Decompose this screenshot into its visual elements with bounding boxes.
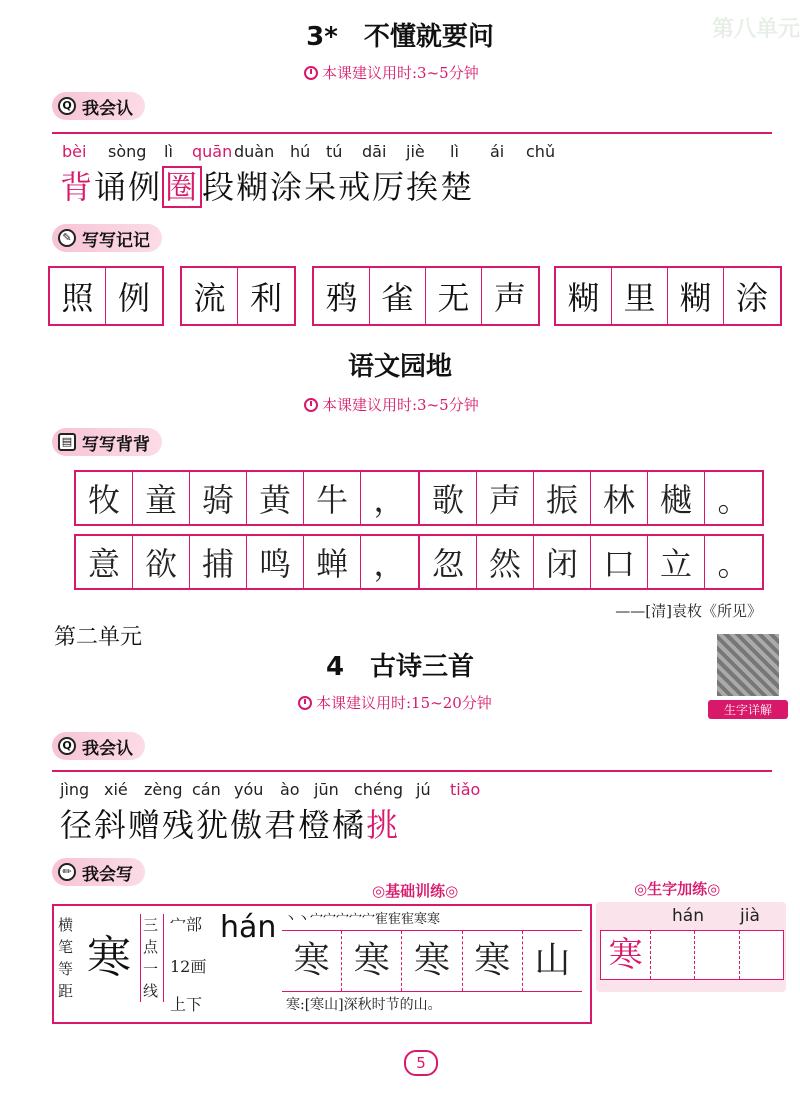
page-number: 5 [404, 1050, 438, 1076]
word-grid [180, 266, 296, 326]
timer-text: 本课建议用时:3~5分钟 [322, 64, 479, 82]
pinyin: jú [416, 780, 431, 799]
poem-char: 蝉 [304, 536, 361, 588]
empty-cell[interactable] [740, 931, 783, 979]
section-header-write-remember [52, 224, 162, 252]
pen-icon: ✎ [58, 229, 76, 247]
poem-char: 骑 [190, 472, 247, 524]
extra-grid [600, 930, 784, 980]
poem-char: 樾 [648, 472, 705, 524]
empty-cell[interactable] [695, 931, 739, 979]
word-grid [554, 266, 782, 326]
pinyin: quān [192, 142, 233, 161]
hanzi: 傲 [230, 806, 265, 844]
word-char: 声 [493, 279, 526, 317]
big-char-box [82, 914, 136, 1002]
word-grid [312, 266, 540, 326]
hanzi: 背 [60, 168, 95, 206]
section-title-yuwen: 语文园地 [347, 352, 452, 382]
section-header-can-write [52, 858, 145, 886]
word-grid [48, 266, 164, 326]
empty-cell[interactable] [651, 931, 695, 979]
section-divider [52, 132, 772, 134]
qr-code[interactable] [717, 634, 779, 696]
poem-char: ， [373, 545, 406, 583]
section-label: 我会写 [82, 864, 133, 885]
word-note: 寒:[寒山]深秋时节的山。 [286, 997, 442, 1013]
word-char: 流 [182, 268, 238, 324]
copy-char: 寒 [463, 931, 523, 991]
magnifier-icon: Q [58, 97, 76, 115]
hanzi: 戒 [338, 168, 373, 206]
pinyin: jìng [60, 780, 90, 799]
extra-pinyin: hán [672, 906, 704, 926]
pinyin: lì [450, 142, 459, 161]
structure: 上下 [170, 995, 203, 1014]
word-char: 糊 [668, 268, 724, 324]
section-label: 我会认 [82, 98, 133, 119]
yuwen-timer [304, 394, 479, 415]
stroke-hint: 三点一线 [140, 914, 164, 1002]
section-header-recognize [52, 92, 145, 120]
word-char: 涂 [735, 279, 768, 317]
side-label: 横笔等距 [58, 916, 74, 1000]
hanzi: 呆 [304, 168, 339, 206]
poem-char: 童 [133, 472, 190, 524]
hanzi: 楚 [440, 168, 475, 206]
book-icon: ▤ [58, 433, 76, 451]
pinyin: tú [326, 142, 343, 161]
clock-icon [298, 696, 312, 710]
hanzi: 橙 [298, 806, 333, 844]
hanzi: 君 [264, 806, 299, 844]
extra-pinyin: jià [740, 906, 760, 926]
hanzi: 犹 [196, 806, 231, 844]
pinyin: hú [290, 142, 311, 161]
copy-char: 山 [534, 940, 571, 981]
lesson-title: 4 古诗三首 [325, 652, 475, 682]
hanzi: 斜 [94, 806, 129, 844]
pinyin-row-2 [60, 780, 490, 799]
timer-text: 本课建议用时:3~5分钟 [322, 396, 479, 414]
poem-char: 捕 [190, 536, 247, 588]
hanzi: 圈 [162, 166, 202, 208]
writing-practice-table [52, 904, 592, 1024]
qr-block[interactable] [708, 634, 788, 719]
poem-char: 闭 [534, 536, 591, 588]
hanzi: 段 [202, 168, 237, 206]
hanzi-row-2 [60, 800, 400, 846]
poem-char: 口 [591, 536, 648, 588]
hanzi: 赠 [128, 806, 163, 844]
section-header-recognize [52, 732, 145, 760]
copy-char: 寒 [282, 931, 342, 991]
hanzi: 挨 [406, 168, 441, 206]
pinyin: zèng [144, 780, 183, 799]
poem-char: 。 [717, 545, 750, 583]
pencil-icon: ✏ [58, 863, 76, 881]
poem-row-2 [74, 534, 420, 590]
hanzi: 诵 [94, 168, 129, 206]
clock-icon [304, 398, 318, 412]
pinyin: jiè [406, 142, 425, 161]
poem-char: 立 [648, 536, 705, 588]
extra-char: 寒 [601, 931, 651, 979]
word-char: 雀 [370, 268, 426, 324]
copy-grid [282, 930, 582, 992]
pinyin: duàn [234, 142, 275, 161]
word-char: 利 [249, 279, 282, 317]
word-char: 照 [50, 268, 106, 324]
pinyin-row-1 [62, 142, 622, 161]
stroke-count: 12画 [170, 957, 207, 976]
section-header-write-recite [52, 428, 162, 456]
poem-row-1 [74, 470, 420, 526]
section-label: 写写记记 [82, 230, 150, 251]
lesson-timer [304, 62, 479, 83]
pinyin: lì [164, 142, 173, 161]
clock-icon [304, 66, 318, 80]
copy-char: 寒 [342, 931, 402, 991]
hanzi: 厉 [372, 168, 407, 206]
section-divider [52, 770, 772, 772]
pinyin: yóu [234, 780, 264, 799]
extra-practice-box [596, 902, 786, 992]
poem-char: 振 [534, 472, 591, 524]
pinyin: chéng [354, 780, 404, 799]
poem-char: 牧 [76, 472, 133, 524]
pinyin: tiǎo [450, 780, 481, 799]
poem-char: 。 [717, 481, 750, 519]
hanzi: 例 [128, 168, 163, 206]
radical: 宀部 [170, 915, 203, 934]
pinyin: jūn [314, 780, 339, 799]
pinyin: bèi [62, 142, 87, 161]
unit-heading: 第二单元 [54, 625, 143, 650]
poem-char: 然 [477, 536, 534, 588]
pinyin: dāi [362, 142, 387, 161]
char-practice-label: ◎生字加练◎ [634, 880, 721, 898]
word-char: 里 [612, 268, 668, 324]
copy-char: 寒 [402, 931, 462, 991]
hanzi: 涂 [270, 168, 305, 206]
hanzi: 残 [162, 806, 197, 844]
timer-text: 本课建议用时:15~20分钟 [316, 694, 492, 712]
pinyin: cán [192, 780, 221, 799]
poem-char: 歌 [420, 472, 477, 524]
poem-char: 忽 [420, 536, 477, 588]
hanzi: 挑 [366, 806, 401, 844]
poem-char: 黄 [247, 472, 304, 524]
poem-char: 意 [76, 536, 133, 588]
hanzi: 径 [60, 806, 95, 844]
hanzi: 糊 [236, 168, 271, 206]
section-label: 写写背背 [82, 434, 150, 455]
poem-char: 声 [477, 472, 534, 524]
basic-training-label: ◎基础训练◎ [372, 882, 459, 900]
word-char: 鸦 [314, 268, 370, 324]
lesson-timer [298, 692, 492, 713]
section-label: 我会认 [82, 738, 133, 759]
big-char: 寒 [87, 932, 131, 983]
qr-label: 生字详解 [708, 700, 788, 719]
poem-row-2b [418, 534, 764, 590]
pinyin: xié [104, 780, 128, 799]
poem-char: 林 [591, 472, 648, 524]
hanzi: 橘 [332, 806, 367, 844]
pinyin: sòng [108, 142, 147, 161]
hanzi-row-1 [60, 162, 474, 208]
pinyin: ái [490, 142, 505, 161]
stroke-order: 丶丶宀宀宀宀宀寉寉寉寒寒 [284, 912, 441, 927]
poem-char: 牛 [304, 472, 361, 524]
char-pinyin: hán [220, 910, 277, 945]
poem-char: 欲 [133, 536, 190, 588]
word-char: 糊 [556, 268, 612, 324]
word-char: 无 [426, 268, 482, 324]
pinyin: chǔ [526, 142, 556, 161]
poem-char: ， [373, 481, 406, 519]
pinyin: ào [280, 780, 300, 799]
poem-source: ——[清]袁枚《所见》 [615, 602, 762, 620]
poem-row-1b [418, 470, 764, 526]
word-char: 例 [117, 279, 150, 317]
lesson-title: 3* 不懂就要问 [306, 22, 494, 52]
magnifier-icon: Q [58, 737, 76, 755]
poem-char: 鸣 [247, 536, 304, 588]
unit-corner-tab: 第八单元 [711, 17, 800, 42]
